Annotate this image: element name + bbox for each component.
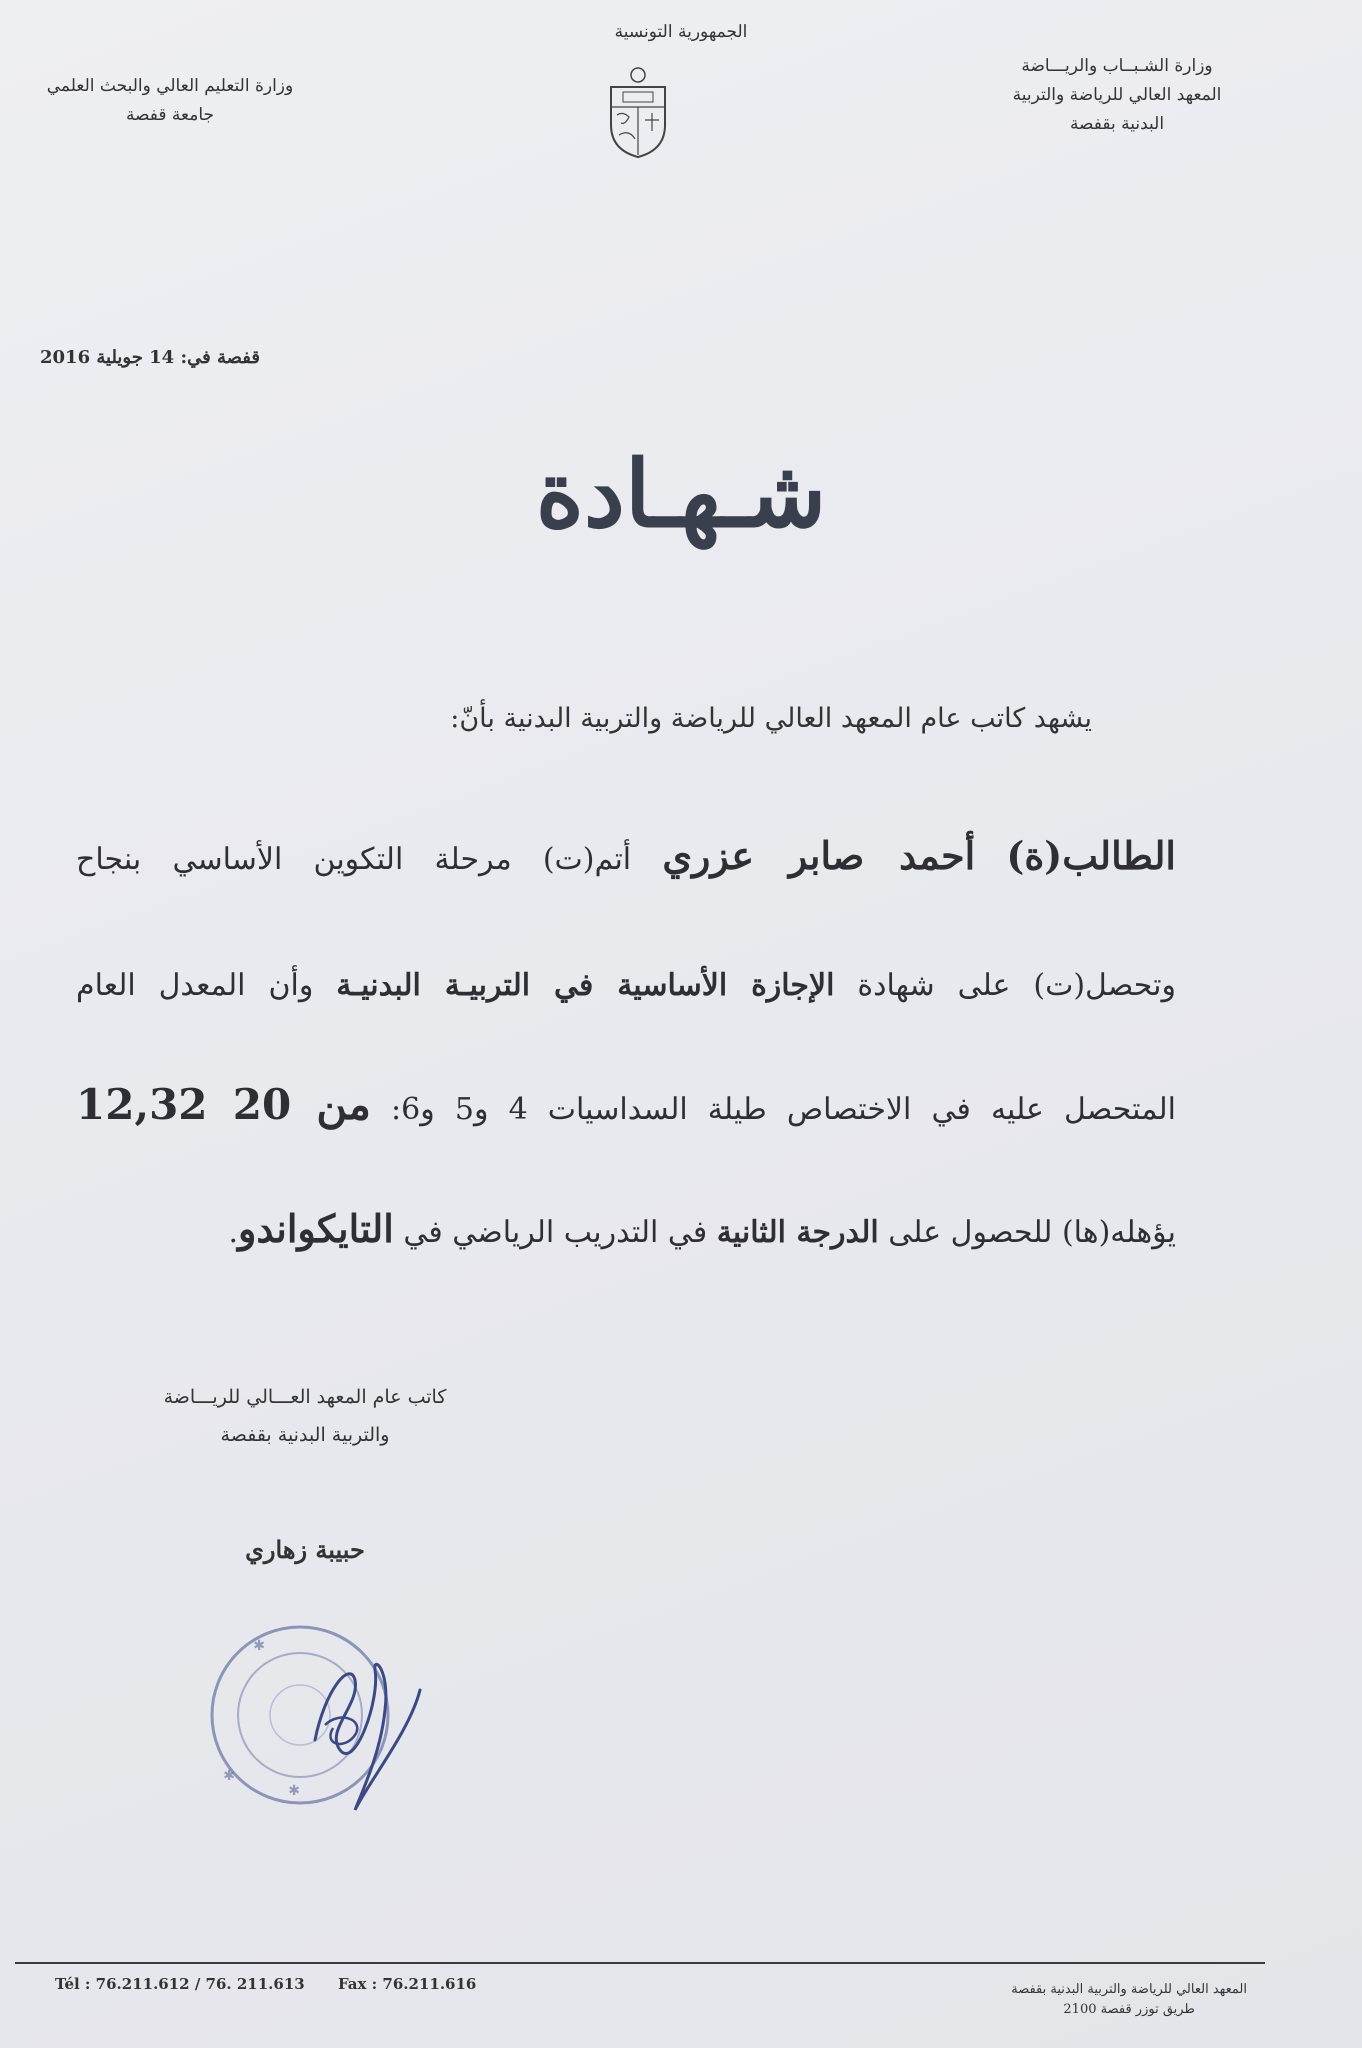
footer-fax: Fax : 76.211.616 (337, 1975, 477, 1993)
footer-divider (15, 1962, 1265, 1964)
coaching-level: الدرجة الثانية (716, 1215, 879, 1250)
signer-name: حبيبة زهاري (245, 1535, 365, 1564)
signatory-title (130, 1378, 480, 1454)
header-left-line: جامعة قفصة (125, 104, 215, 125)
semesters-text: المتحصل عليه في الاختصاص طيلة السداسيات 4 و5 و6: (391, 1092, 1177, 1127)
header-ministry-youth-sports (967, 52, 1267, 139)
student-label: الطالب(ة) (1006, 833, 1176, 878)
signatory-title-line: والتربية البدنية بقفصة (220, 1424, 390, 1446)
footer-address-line: المعهد العالي للرياضة والتربية البدنية بقفصة (1011, 1982, 1247, 1997)
footer-tel: Tél : 76.211.612 / 76. 211.613 (55, 1975, 305, 1993)
header-right-line: وزارة الشـبــاب والريـــاضة (1021, 56, 1213, 76)
footer-address-line: طريق توزر قفصة 2100 (1063, 2001, 1195, 2017)
footer-contacts (55, 1975, 504, 1993)
footer-address (1011, 1980, 1247, 2019)
header-left-line: وزارة التعليم العالي والبحث العلمي (46, 76, 294, 96)
header-right-line: المعهد العالي للرياضة والتربية (1012, 84, 1222, 105)
svg-text:✱: ✱ (253, 1638, 265, 1654)
sentence-end: . (228, 1215, 238, 1250)
signatory-title-line: كاتب عام المعهد العـــالي للريـــاضة (163, 1386, 447, 1408)
student-name: أحمد صابر عزري (662, 833, 976, 878)
qualifies-text: يؤهله(ها) للحصول على (888, 1215, 1176, 1250)
average-text: وأن المعدل العام (76, 968, 314, 1003)
degree-name: الإجازة الأساسية في التربيـة البدنيـة (336, 968, 835, 1003)
intro-text: يشهد كاتب عام المعهد العالي للرياضة والتربية البدنية بأنّ: (450, 703, 1092, 734)
svg-text:✱: ✱ (288, 1783, 300, 1799)
training-text: في التدريب الرياضي في (403, 1215, 708, 1250)
body-line-score (76, 1080, 1176, 1129)
certificate-title: شـهـادة (535, 440, 827, 548)
body-line-student (76, 833, 1176, 878)
header-ministry-higher-education (20, 72, 320, 130)
obtained-text: وتحصل(ت) على شهادة (857, 968, 1176, 1003)
sport-name: التايكواندو (238, 1206, 394, 1251)
header-republic: الجمهورية التونسية (614, 22, 748, 42)
completion-text: أتم(ت) مرحلة التكوين الأساسي بنجاح (76, 842, 632, 877)
body-line-degree (76, 968, 1176, 1003)
svg-text:✱: ✱ (223, 1768, 235, 1784)
issue-date: قفصة في: 14 جويلية 2016 (40, 347, 260, 368)
score-value: 12,32 من 20 (76, 1080, 371, 1129)
tunisia-coat-of-arms-icon (603, 65, 673, 160)
official-stamp-icon (205, 1610, 445, 1825)
header-right-line: البدنية بقفصة (1069, 113, 1165, 134)
body-line-qualification (76, 1206, 1176, 1251)
